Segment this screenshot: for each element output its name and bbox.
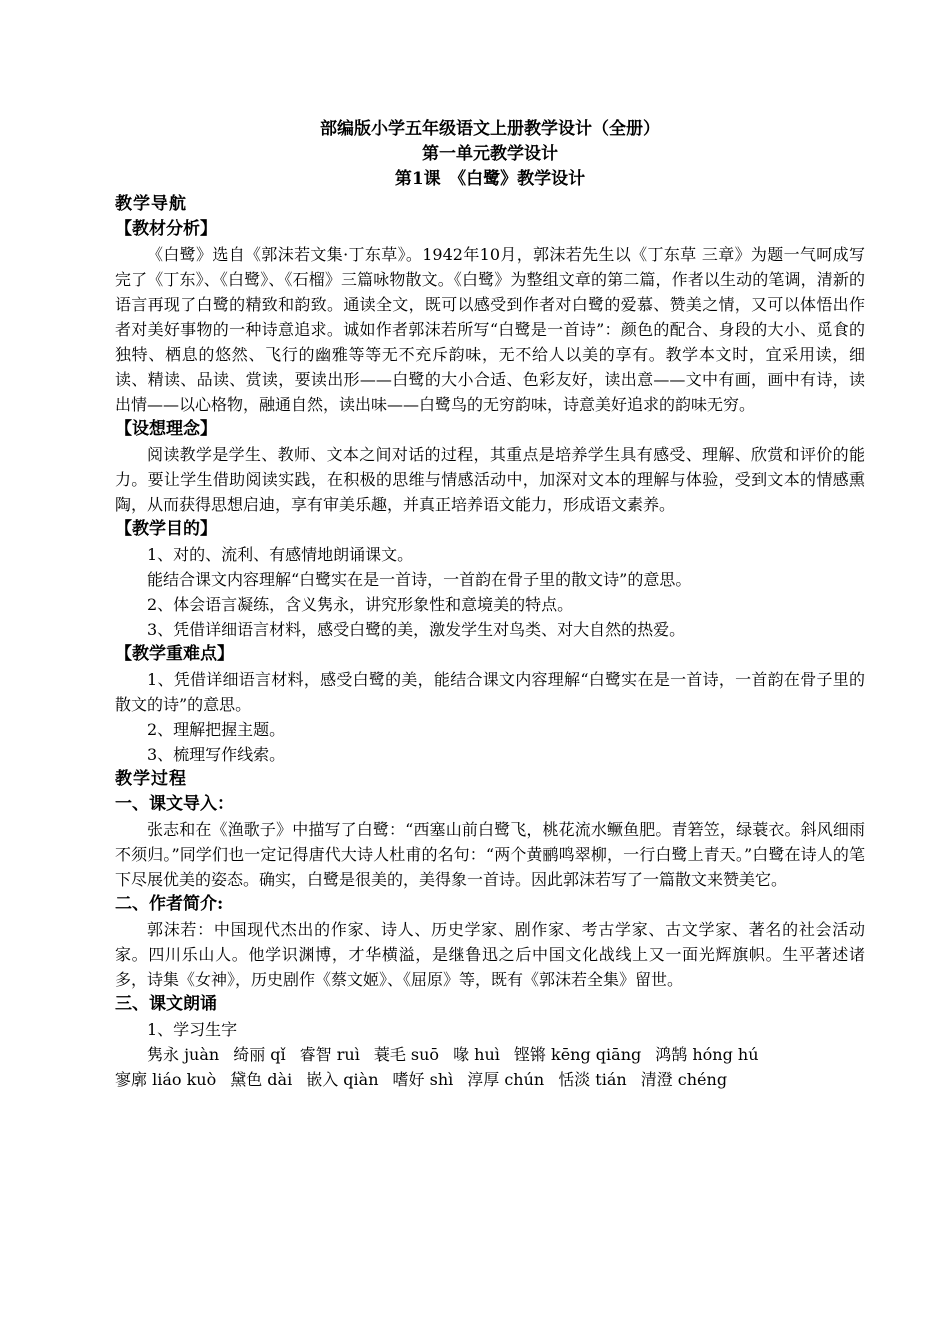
vocab-word: 绮丽 qǐ xyxy=(233,1045,286,1064)
vocab-subheading: 1、学习生字 xyxy=(147,1020,238,1039)
goal-item: 能结合课文内容理解“白鹭实在是一首诗，一首韵在骨子里的散文诗”的意思。 xyxy=(147,570,692,589)
vocab-word: 嵌入 qiàn xyxy=(306,1070,379,1089)
document-page xyxy=(115,117,865,1092)
vocab-word: 喙 huì xyxy=(453,1045,500,1064)
key-point-item: 3、梳理写作线索。 xyxy=(147,745,286,764)
vocab-word: 嗜好 shì xyxy=(392,1070,454,1089)
lesson-title: 第1课 《白鹭》教学设计 xyxy=(394,169,586,189)
key-point-item: 1、凭借详细语言材料，感受白鹭的美，能结合课文内容理解“白鹭实在是一首诗，一首韵在骨子里的散文的诗”的意思。 xyxy=(115,670,865,714)
vocab-word: 淳厚 chún xyxy=(467,1070,545,1089)
vocab-word: 清澄 chéng xyxy=(640,1070,728,1089)
goals-heading: 【教学目的】 xyxy=(115,519,217,539)
unit-title: 第一单元教学设计 xyxy=(422,144,558,164)
goal-item: 1、对的、流利、有感情地朗诵课文。 xyxy=(147,545,414,564)
vocab-word: 蓑毛 suō xyxy=(373,1045,440,1064)
concept-heading: 【设想理念】 xyxy=(115,419,217,439)
concept-paragraph: 阅读教学是学生、教师、文本之间对话的过程，其重点是培养学生具有感受、理解、欣赏和评价的能力。要让学生借助阅读实践，在积极的思维与情感活动中，加深对文本的理解与体验，受到文本的情感熏陶，从而获得思想启迪，享有审美乐趣，并真正培养语文能力，形成语文素养。 xyxy=(115,445,865,514)
goal-item: 2、体会语言凝练，含义隽永，讲究形象性和意境美的特点。 xyxy=(147,595,574,614)
section-intro-heading: 一、课文导入： xyxy=(115,794,234,814)
vocab-word: 睿智 ruì xyxy=(299,1045,360,1064)
vocab-word: 寥廓 liáo kuò xyxy=(115,1070,217,1089)
vocab-word: 鸿鹄 hóng hú xyxy=(655,1045,759,1064)
process-heading: 教学过程 xyxy=(115,769,187,789)
key-points-heading: 【教学重难点】 xyxy=(115,644,234,664)
nav-heading: 教学导航 xyxy=(115,194,187,214)
section-author-paragraph: 郭沫若：中国现代杰出的作家、诗人、历史学家、剧作家、考古学家、古文学家、著名的社会活动家。四川乐山人。他学识渊博，才华横溢，是继鲁迅之后中国文化战线上又一面光辉旗帜。生平著述诸多，诗集《女神》，历史剧作《蔡文姬》、《屈原》等，既有《郭沫若全集》留世。 xyxy=(115,920,865,989)
document-title: 部编版小学五年级语文上册教学设计（全册） xyxy=(320,119,660,139)
vocab-word: 黛色 dài xyxy=(230,1070,293,1089)
analysis-paragraph: 《白鹭》选自《郭沫若文集·丁东草》。1942年10月，郭沫若先生以《丁东草 三章》为题一气呵成写完了《丁东》、《白鹭》、《石榴》三篇咏物散文。《白鹭》为整组文章的第二篇，作者以生动的笔调，清新的语言再现了白鹭的精致和韵致。通读全文，既可以感受到作者对白鹭的爱慕、赞美之情，又可以体悟出作者对美好事物的一种诗意追求。诚如作者郭沫若所写“白鹭是一首诗”：颜色的配合、身段的大小、觅食的独特、栖息的悠然、飞行的幽雅等等无不充斥韵味，无不给人以美的享有。教学本文时，宜采用读，细读、精读、品读、赏读，要读出形——白鹭的大小合适、色彩友好，读出意——文中有画，画中有诗，读出情——以心格物，融通自然，读出味——白鹭鸟的无穷韵味，诗意美好追求的韵味无穷。 xyxy=(115,245,865,414)
section-reading-heading: 三、课文朗诵 xyxy=(115,994,217,1014)
section-intro-paragraph: 张志和在《渔歌子》中描写了白鹭：“西塞山前白鹭飞，桃花流水鳜鱼肥。青箬笠，绿蓑衣。斜风细雨不须归。”同学们也一定记得唐代大诗人杜甫的名句：“两个黄鹂鸣翠柳，一行白鹭上青天。”白鹭在诗人的笔下尽展优美的姿态。确实，白鹭是很美的，美得象一首诗。因此郭沫若写了一篇散文来赞美它。 xyxy=(115,820,865,889)
vocab-line xyxy=(115,1042,865,1067)
vocab-word: 隽永 juàn xyxy=(147,1045,220,1064)
vocab-word: 铿锵 kēng qiāng xyxy=(513,1045,642,1064)
goal-item: 3、凭借详细语言材料，感受白鹭的美，激发学生对鸟类、对大自然的热爱。 xyxy=(147,620,686,639)
key-point-item: 2、理解把握主题。 xyxy=(147,720,286,739)
vocab-word: 恬淡 tián xyxy=(558,1070,627,1089)
title-block xyxy=(115,117,865,192)
section-author-heading: 二、作者简介: xyxy=(115,894,224,914)
analysis-heading: 【教材分析】 xyxy=(115,219,217,239)
vocab-line xyxy=(115,1067,865,1092)
